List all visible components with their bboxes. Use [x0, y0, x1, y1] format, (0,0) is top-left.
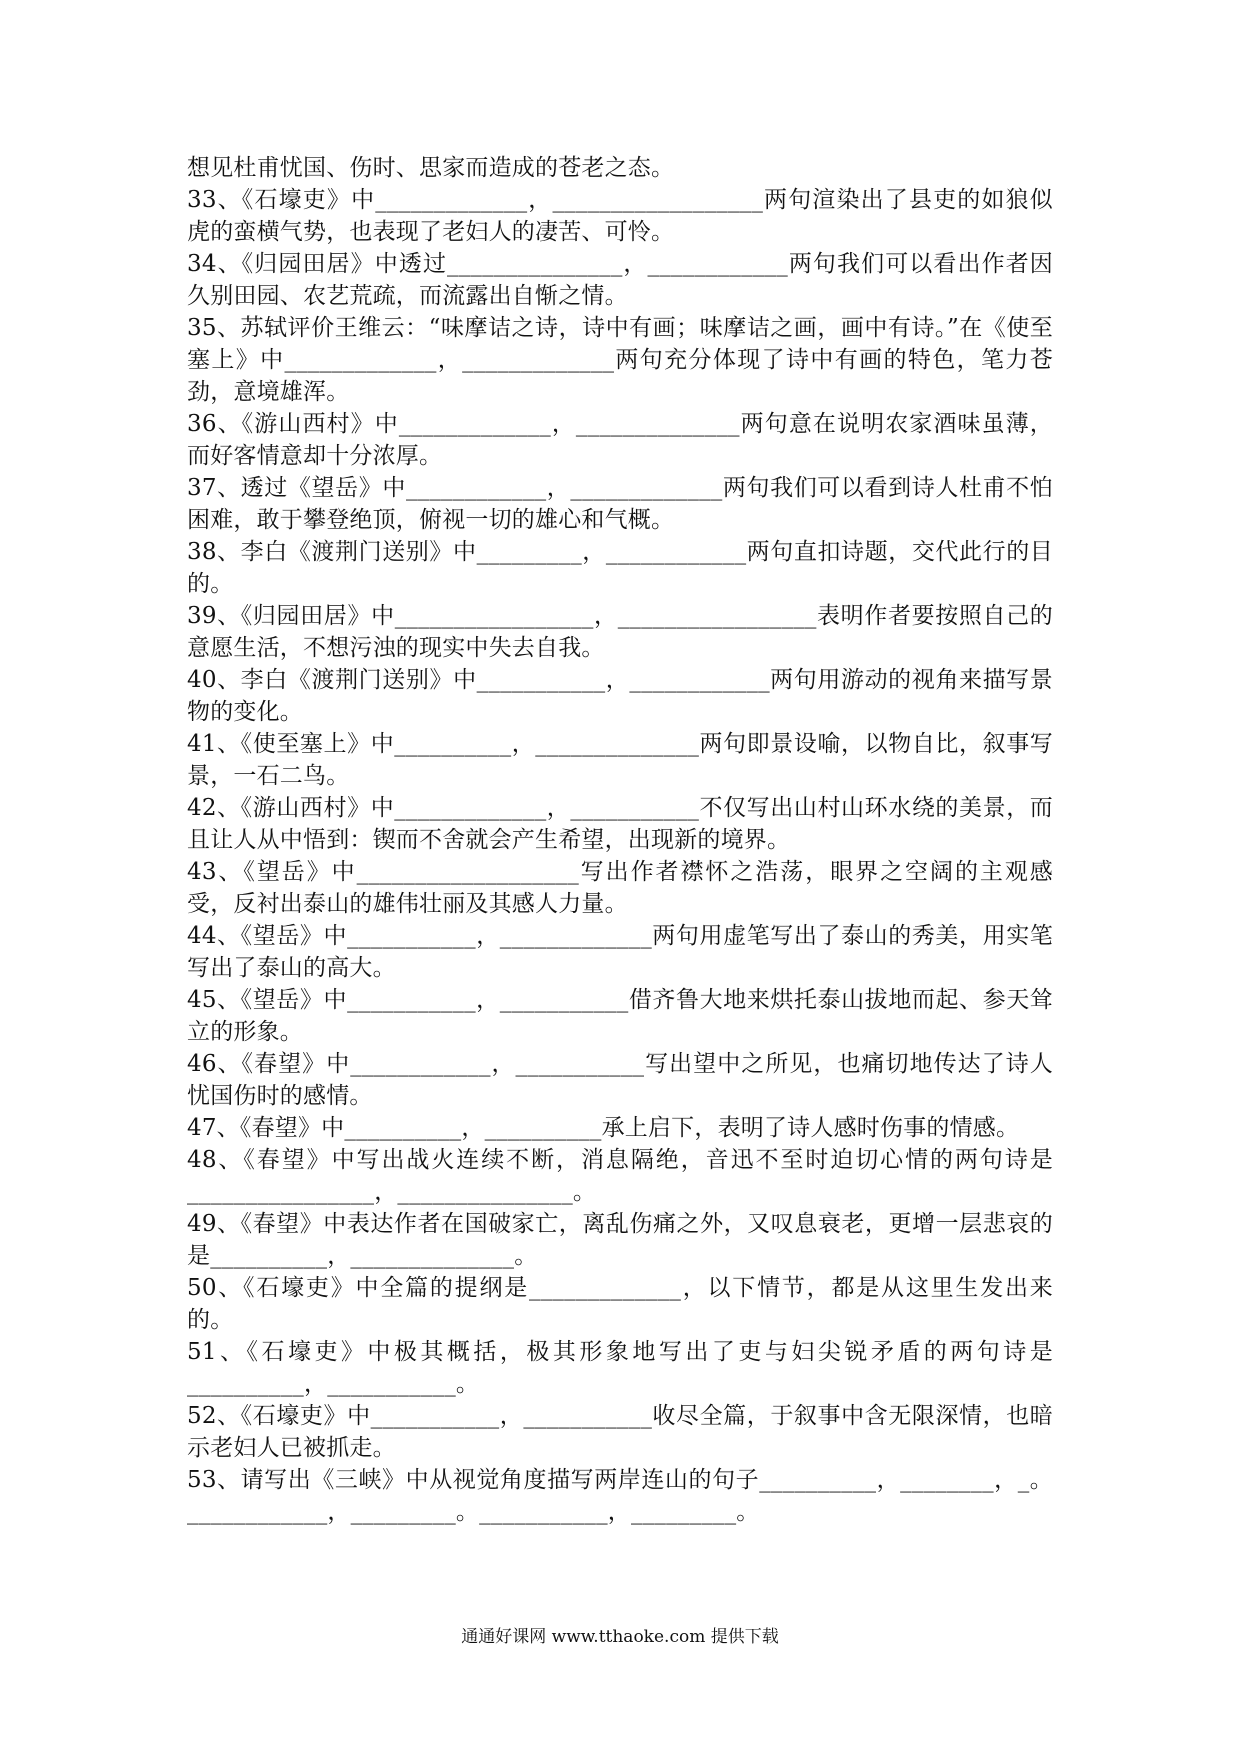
text-line: 想见杜甫忧国、伤时、思家而造成的苍老之态。: [187, 155, 675, 181]
question-33: 33、《石壕吏》中_____________，__________________两句渲染出了县吏的如狼似虎的蛮横气势，也表现了老妇人的凄苦、可怜。: [187, 187, 1053, 245]
question-36: 36、《游山西村》中_____________，______________两句意在说明农家酒味虽薄，而好客情意却十分浓厚。: [187, 411, 1053, 469]
question-53: 53、请写出《三峡》中从视觉角度描写两岸连山的句子__________，________，_。____________，_________。___________，_________。: [187, 1467, 1053, 1525]
question-list: [187, 152, 1053, 1528]
question-35: 35、苏轼评价王维云：“味摩诘之诗，诗中有画；味摩诘之画，画中有诗。”在《使至塞上》中_____________，_____________两句充分体现了诗中有画的特色，笔力苍劲，意境雄浑。: [187, 315, 1053, 405]
question-43: 43、《望岳》中___________________写出作者襟怀之浩荡，眼界之空阔的主观感受，反衬出泰山的雄伟壮丽及其感人力量。: [187, 859, 1053, 917]
question-34: 34、《归园田居》中透过_______________，____________两句我们可以看出作者因久别田园、农艺荒疏，而流露出自惭之情。: [187, 251, 1053, 309]
question-39: 39、《归园田居》中_________________，_________________表明作者要按照自己的意愿生活，不想污浊的现实中失去自我。: [187, 603, 1053, 661]
question-45: 45、《望岳》中___________，___________借齐鲁大地来烘托泰山拔地而起、参天耸立的形象。: [187, 987, 1053, 1045]
question-51: 51、《石壕吏》中极其概括，极其形象地写出了吏与妇尖锐矛盾的两句诗是__________，___________。: [187, 1339, 1053, 1397]
question-52: 52、《石壕吏》中___________，___________收尽全篇，于叙事中含无限深情，也暗示老妇人已被抓走。: [187, 1403, 1053, 1461]
question-46: 46、《春望》中____________，___________写出望中之所见，也痛切地传达了诗人忧国伤时的感情。: [187, 1051, 1053, 1109]
question-44: 44、《望岳》中___________，_____________两句用虚笔写出了泰山的秀美，用实笔写出了泰山的高大。: [187, 923, 1053, 981]
question-38: 38、李白《渡荆门送别》中_________，____________两句直扣诗题，交代此行的目的。: [187, 539, 1053, 597]
question-42: 42、《游山西村》中_____________，___________不仅写出山村山环水绕的美景，而且让人从中悟到：锲而不舍就会产生希望，出现新的境界。: [187, 795, 1053, 853]
question-49: 49、《春望》中表达作者在国破家亡，离乱伤痛之外，又叹息衰老，更增一层悲哀的是__________，______________。: [187, 1211, 1053, 1269]
question-47: 47、《春望》中__________，__________承上启下，表明了诗人感时伤事的情感。: [187, 1115, 1020, 1141]
footer-credit: 通通好课网 www.tthaoke.com 提供下载: [461, 1627, 779, 1647]
question-48: 48、《春望》中写出战火连续不断，消息隔绝，音迅不至时迫切心情的两句诗是________________，_______________。: [187, 1147, 1053, 1205]
question-40: 40、李白《渡荆门送别》中___________，____________两句用游动的视角来描写景物的变化。: [187, 667, 1053, 725]
question-41: 41、《使至塞上》中__________，______________两句即景设喻，以物自比，叙事写景，一石二鸟。: [187, 731, 1053, 789]
question-50: 50、《石壕吏》中全篇的提纲是_____________，以下情节，都是从这里生发出来的。: [187, 1275, 1053, 1333]
question-37: 37、透过《望岳》中____________，_____________两句我们可以看到诗人杜甫不怕困难，敢于攀登绝顶，俯视一切的雄心和气概。: [187, 475, 1053, 533]
